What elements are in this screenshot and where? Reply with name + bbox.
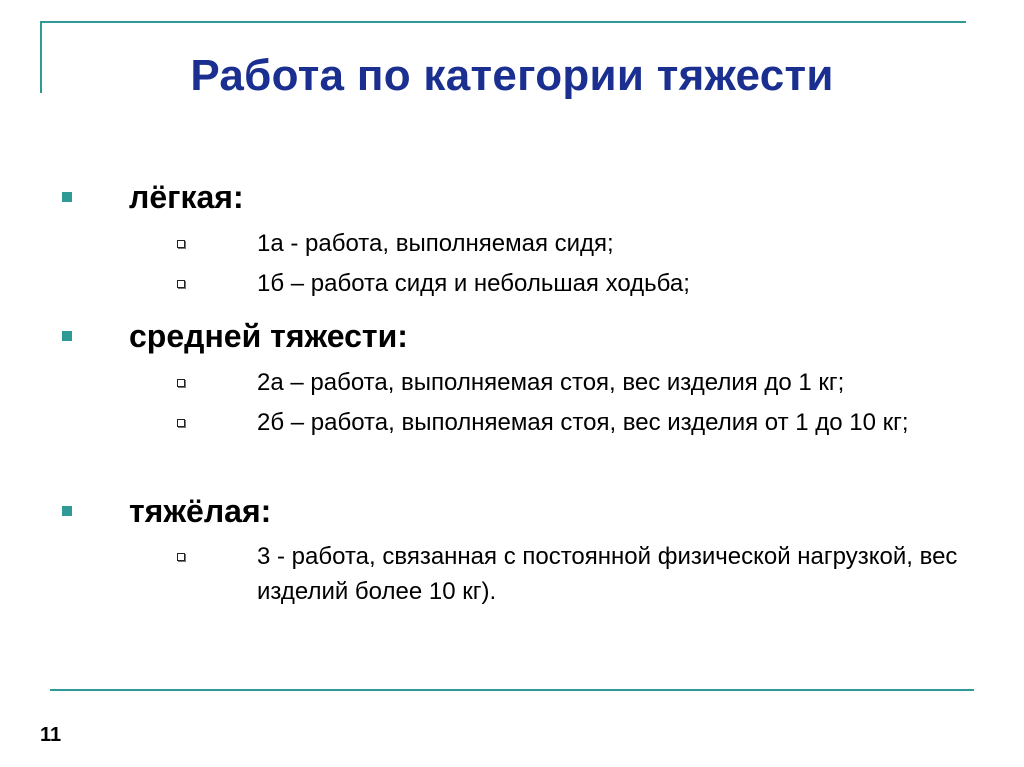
page-number: 11 — [40, 724, 62, 746]
list-item-text: 1б – работа сидя и небольшая ходьба; — [257, 270, 690, 297]
square-bullet-icon — [62, 331, 72, 341]
category-label: лёгкая: — [129, 179, 244, 215]
category-medium — [0, 313, 1024, 359]
list-item-text: 2б – работа, выполняемая стоя, вес изделия от 1 до 10 кг; — [257, 409, 909, 436]
slide-title: Работа по категории тяжести — [190, 51, 834, 100]
square-bullet-icon — [62, 506, 72, 516]
checkbox-bullet-icon — [177, 419, 185, 427]
list-item-text: 3 - работа, связанная с постоянной физической нагрузкой, вес изделий более 10 кг). — [257, 543, 958, 605]
square-bullet-icon — [62, 192, 72, 202]
checkbox-bullet-icon — [177, 379, 185, 387]
list-item-text: 2а – работа, выполняемая стоя, вес изделия до 1 кг; — [257, 369, 845, 396]
category-heavy — [0, 488, 1024, 534]
top-border-line — [40, 21, 966, 23]
category-label: тяжёлая: — [129, 493, 272, 529]
footer-divider — [50, 689, 974, 691]
checkbox-bullet-icon — [177, 280, 185, 288]
checkbox-bullet-icon — [177, 553, 185, 561]
category-light — [0, 174, 1024, 220]
checkbox-bullet-icon — [177, 240, 185, 248]
list-item-text: 1а - работа, выполняемая сидя; — [257, 230, 614, 257]
category-label: средней тяжести: — [129, 318, 408, 354]
